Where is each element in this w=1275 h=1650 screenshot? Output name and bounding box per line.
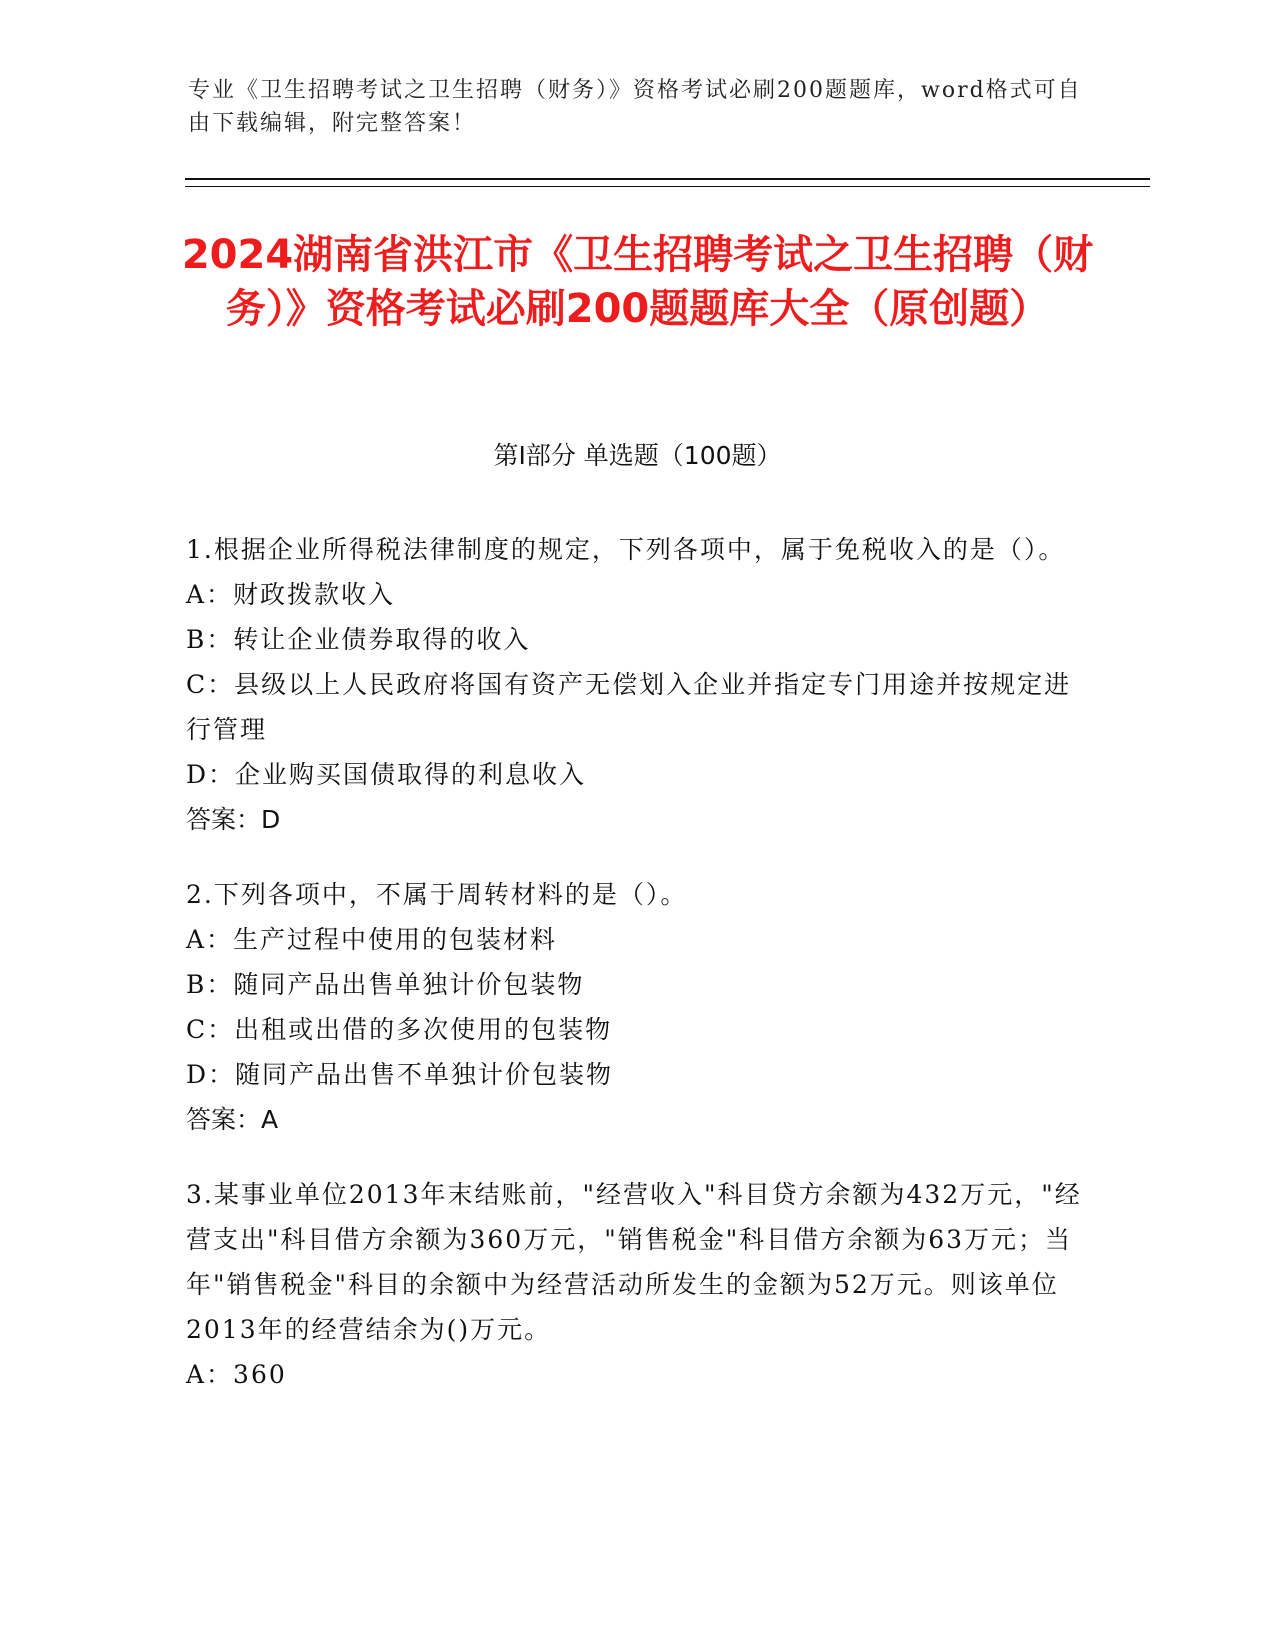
option-a: A：财政拨款收入: [186, 580, 396, 609]
question-item: [186, 872, 1086, 1142]
question-stem: 3.某事业单位2013年末结账前，"经营收入"科目贷方余额为432万元，"经营支出"科目借方余额为360万元，"销售税金"科目借方余额为63万元；当年"销售税金"科目的余额中为经营活动所发生的金额为52万元。则该单位2013年的经营结余为()万元。: [186, 1180, 1082, 1344]
option-a: A：生产过程中使用的包装材料: [186, 925, 558, 954]
header-divider-thick: [185, 178, 1150, 180]
option-b: B：转让企业债券取得的收入: [186, 625, 531, 654]
option-d: D：企业购买国债取得的利息收入: [186, 760, 587, 789]
answer-line: 答案：A: [186, 1105, 279, 1134]
option-c: C：出租或出借的多次使用的包装物: [186, 1015, 613, 1044]
document-title: 2024湖南省洪江市《卫生招聘考试之卫生招聘（财务）》资格考试必刷200题题库大全（原创题）: [181, 232, 1094, 332]
section-title: 第I部分 单选题（100题）: [493, 441, 782, 470]
answer-line: 答案：D: [186, 805, 281, 834]
question-item: [186, 1172, 1086, 1397]
option-d: D：随同产品出售不单独计价包装物: [186, 1060, 614, 1089]
question-item: [186, 527, 1086, 842]
option-b: B：随同产品出售单独计价包装物: [186, 970, 585, 999]
header-note: 专业《卫生招聘考试之卫生招聘（财务）》资格考试必刷200题题库，word格式可自由下载编辑，附完整答案！: [188, 78, 1082, 136]
question-list: [186, 527, 1086, 1427]
header-divider-thin: [185, 186, 1150, 187]
question-stem: 2.下列各项中，不属于周转材料的是（）。: [186, 880, 688, 909]
option-a: A：360: [186, 1360, 287, 1389]
question-stem: 1.根据企业所得税法律制度的规定，下列各项中，属于免税收入的是（）。: [186, 535, 1066, 564]
option-c: C：县级以上人民政府将国有资产无偿划入企业并指定专门用途并按规定进行管理: [186, 670, 1072, 744]
